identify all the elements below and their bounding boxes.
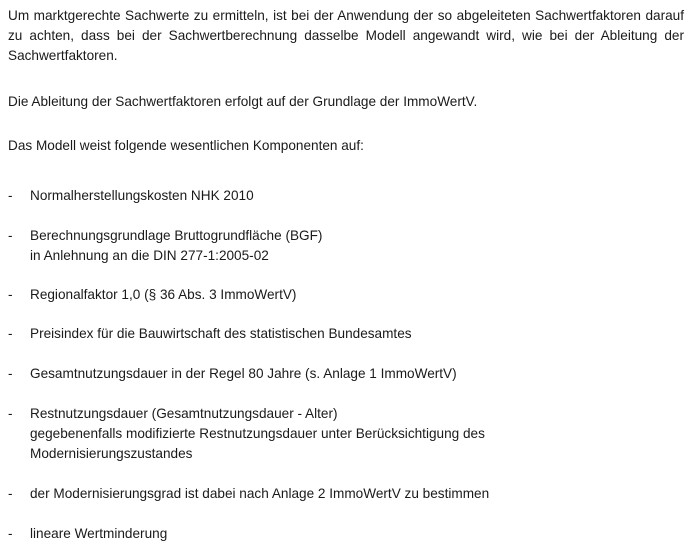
list-item-text: Gesamtnutzungsdauer in der Regel 80 Jahre (s. Anlage 1 ImmoWertV) (30, 366, 457, 381)
list-item-text: Preisindex für die Bauwirtschaft des statistischen Bundesamtes (30, 326, 412, 341)
list-bullet: - (8, 526, 13, 541)
list-bullet: - (8, 188, 13, 203)
list-item-text: der Modernisierungsgrad ist dabei nach Anlage 2 ImmoWertV zu bestimmen (30, 486, 490, 501)
list-item-text: Regionalfaktor 1,0 (§ 36 Abs. 3 ImmoWertV) (30, 287, 297, 302)
list-item-text: Berechnungsgrundlage Bruttogrundfläche (BGF) (30, 228, 323, 243)
list-item-text: Restnutzungsdauer (Gesamtnutzungsdauer - Alter) (30, 406, 338, 421)
list-item-text: Normalherstellungskosten NHK 2010 (30, 188, 254, 203)
list-item-text: Modernisierungszustandes (30, 446, 193, 461)
list-bullet: - (8, 486, 13, 501)
list-bullet: - (8, 287, 13, 302)
list-bullet: - (8, 326, 13, 341)
list-item-text: gegebenenfalls modifizierte Restnutzungsdauer unter Berücksichtigung des (30, 426, 485, 441)
list-bullet: - (8, 366, 13, 381)
list-item-text: lineare Wertminderung (30, 526, 168, 541)
list-bullet: - (8, 228, 13, 243)
intro-paragraph: Um marktgerechte Sachwerte zu ermitteln, ist bei der Anwendung der so abgeleiteten Sachwertfaktoren darauf zu achten, dass bei der Sachwertberechnung dasselbe Modell angewandt wird, wie bei der Ableitung der Sachwertfaktoren. (8, 8, 684, 63)
basis-paragraph: Die Ableitung der Sachwertfaktoren erfolgt auf der Grundlage der ImmoWertV. (8, 94, 478, 109)
model-intro-paragraph: Das Modell weist folgende wesentlichen Komponenten auf: (8, 138, 364, 153)
list-bullet: - (8, 406, 13, 421)
list-item-text: in Anlehnung an die DIN 277-1:2005-02 (30, 248, 269, 263)
